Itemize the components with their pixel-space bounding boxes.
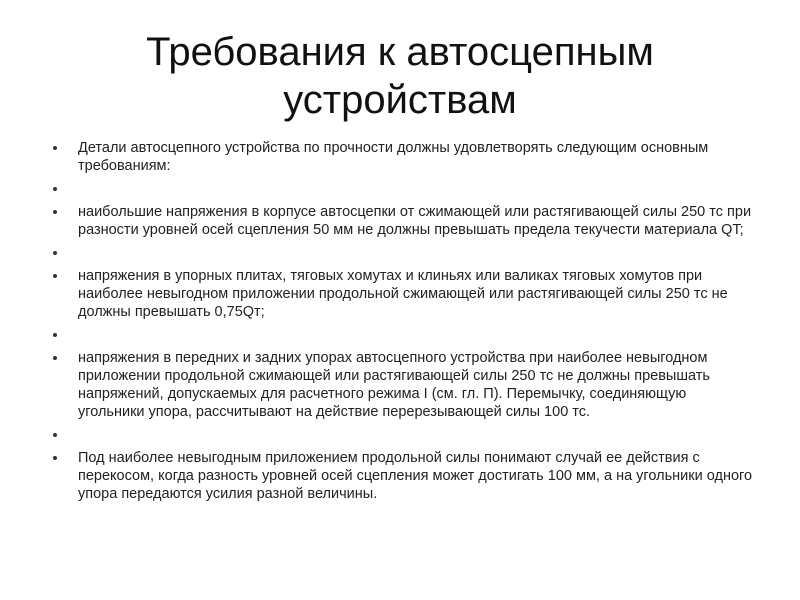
bullet-item-empty [46,326,756,344]
bullet-icon [50,244,60,262]
bullet-icon [50,449,60,467]
bullet-icon [50,203,60,221]
bullet-text: напряжения в передних и задних упорах автосцепного устройства при наиболее невыгодном приложении продольной сжимающей или растягивающей силы 250 тс не должны превышать напряжений, допускаемых для расчетного режима I (см. гл. П). Перемычку, соединяющую угольники упора, рассчитывают на действие перерезывающей силы 100 тс. [78,350,710,420]
bullet-item-empty [46,244,756,262]
bullet-icon [50,139,60,157]
bullet-item [46,449,756,503]
bullet-icon [50,349,60,367]
slide-title: Требования к автосцепным устройствам [146,30,654,122]
bullet-text: наибольшие напряжения в корпусе автосцепки от сжимающей или растягивающей силы 250 тс при разности уровней осей сцепления 50 мм не должны превышать предела текучести материала QT; [78,204,752,238]
bullet-icon [50,326,60,344]
bullet-text: напряжения в упорных плитах, тяговых хомутах и клиньях или валиках тяговых хомутов при наиболее невыгодном приложении продольной сжимающей или растягивающей силы 250 тс не должны превышать 0,75Qт; [78,268,728,320]
bullet-icon [50,426,60,444]
bullet-text: Под наиболее невыгодным приложением продольной силы понимают случай ее действия с перекосом, когда разность уровней осей сцепления может достигать 100 мм, а на угольники одного упора передаются усилия разной величины. [78,450,753,502]
bullet-item [46,139,756,175]
bullet-icon [50,180,60,198]
bullet-list [46,139,756,503]
bullet-item-empty [46,180,756,198]
bullet-icon [50,267,60,285]
bullet-item-empty [46,426,756,444]
bullet-item [46,203,756,239]
bullet-item [46,349,756,421]
bullet-item [46,267,756,321]
bullet-text: Детали автосцепного устройства по прочности должны удовлетворять следующим основным требованиям: [78,140,709,174]
